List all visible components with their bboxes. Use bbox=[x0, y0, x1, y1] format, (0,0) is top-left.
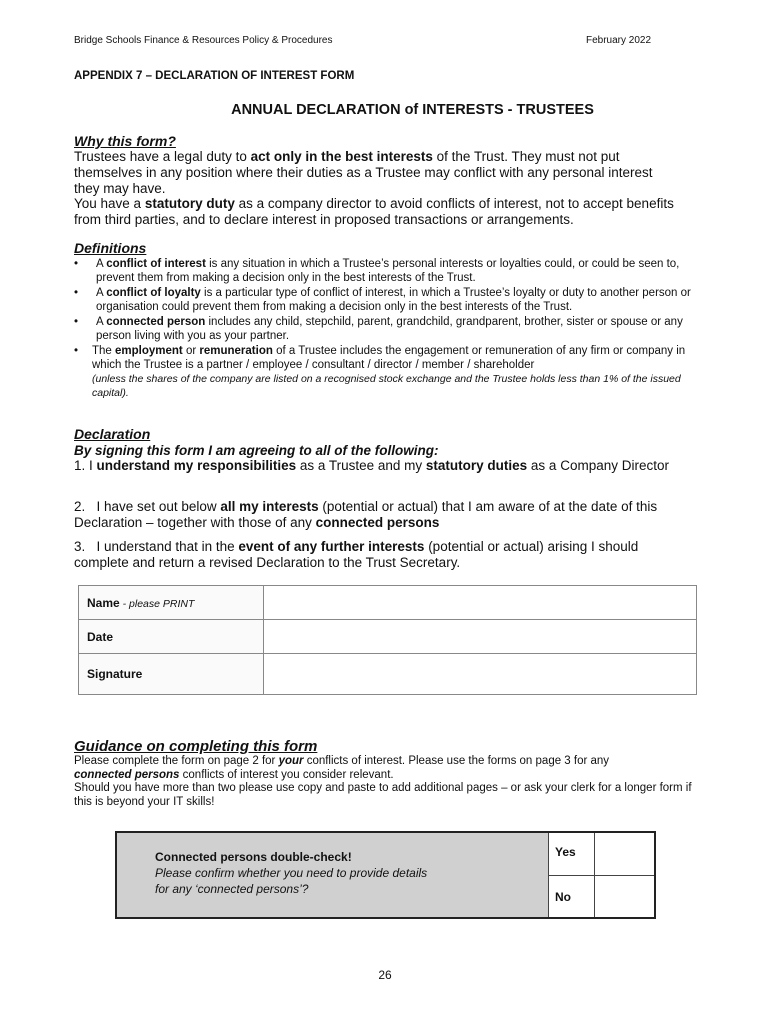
running-header-left: Bridge Schools Finance & Resources Policy & Procedures bbox=[74, 35, 333, 46]
guidance-text: Please complete the form on page 2 for your conflicts of interest. Please use the forms on page 3 for any connected persons conflicts of interest you consider relevant. Should you have more than two please use copy and paste to add additional pages – or ask your clerk for a longer form if this is beyond your IT skills! bbox=[74, 755, 692, 808]
check-question bbox=[117, 833, 549, 917]
form-row-date bbox=[79, 620, 697, 654]
no-row bbox=[549, 876, 654, 918]
form-row-signature bbox=[79, 654, 697, 695]
definition-item: • A connected person includes any child, stepchild, parent, grandchild, grandparent, brother, sister or spouse or any person living with you as your partner. bbox=[74, 316, 683, 342]
declaration-item-1: 1. I understand my responsibilities as a Trustee and my statutory duties as a Company Director bbox=[74, 458, 669, 473]
definition-item: • A conflict of interest is any situation in which a Trustee’s personal interests or loyalties could, or could be seen to, prevent them from making a decision only in the best interests of the Trust. bbox=[74, 258, 680, 284]
why-paragraph-1: Trustees have a legal duty to act only in the best interests of the Trust. They must not put themselves in any position where their duties as a Trustee may conflict with any personal interest they may have. bbox=[74, 149, 653, 196]
declaration-item-3: 3. I understand that in the event of any further interests (potential or actual) arising I should complete and return a revised Declaration to the Trust Secretary. bbox=[74, 539, 639, 570]
signature-label: Signature bbox=[79, 654, 264, 695]
date-field[interactable] bbox=[264, 620, 697, 654]
no-checkbox[interactable] bbox=[595, 876, 654, 918]
no-label: No bbox=[549, 876, 595, 918]
name-field[interactable] bbox=[264, 586, 697, 620]
declaration-heading: Declaration bbox=[74, 426, 151, 442]
date-label: Date bbox=[79, 620, 264, 654]
definition-item: • The employment or remuneration of a Trustee includes the engagement or remuneration of any firm or company in which the Trustee is a partner / employee / consultant / director / member / shareholder (unless the shares of the company are listed on a recognised stock exchange and the Trustee holds less than 1% of the issued capital). bbox=[74, 345, 686, 399]
check-title: Connected persons double-check! bbox=[155, 850, 352, 864]
definitions-list bbox=[74, 257, 694, 401]
definitions-heading: Definitions bbox=[74, 240, 147, 256]
form-row-name bbox=[79, 586, 697, 620]
yes-label: Yes bbox=[549, 833, 595, 875]
yes-row bbox=[549, 833, 654, 876]
guidance-heading: Guidance on completing this form bbox=[74, 738, 318, 755]
check-line-1: Please confirm whether you need to provide details bbox=[155, 866, 428, 880]
appendix-title: APPENDIX 7 – DECLARATION OF INTEREST FORM bbox=[74, 70, 355, 82]
check-line-2: for any ‘connected persons’? bbox=[155, 882, 309, 896]
running-header-date: February 2022 bbox=[586, 35, 652, 46]
why-paragraph-2: You have a statutory duty as a company director to avoid conflicts of interest, not to accept benefits from third parties, and to declare interest in proposed transactions or arrangements. bbox=[74, 196, 674, 227]
definition-item: • A conflict of loyalty is a particular type of conflict of interest, in which a Trustee’s loyalty or duty to another person or organisation could prevent them from making a decision only in the best interests of the Trust. bbox=[74, 287, 691, 313]
connected-persons-check-box bbox=[115, 831, 656, 919]
why-heading: Why this form? bbox=[74, 133, 176, 149]
page-title: ANNUAL DECLARATION of INTERESTS - TRUSTEES bbox=[231, 102, 594, 118]
declaration-item-2: 2. I have set out below all my interests (potential or actual) that I am aware of at the date of this Declaration – together with those of any connected persons bbox=[74, 499, 658, 530]
yes-checkbox[interactable] bbox=[595, 833, 654, 875]
signature-form-table bbox=[78, 585, 697, 695]
name-label: Name - please PRINT bbox=[79, 586, 264, 620]
page-number: 26 bbox=[378, 968, 392, 982]
signature-field[interactable] bbox=[264, 654, 697, 695]
declaration-subheading: By signing this form I am agreeing to all of the following: bbox=[74, 443, 439, 458]
